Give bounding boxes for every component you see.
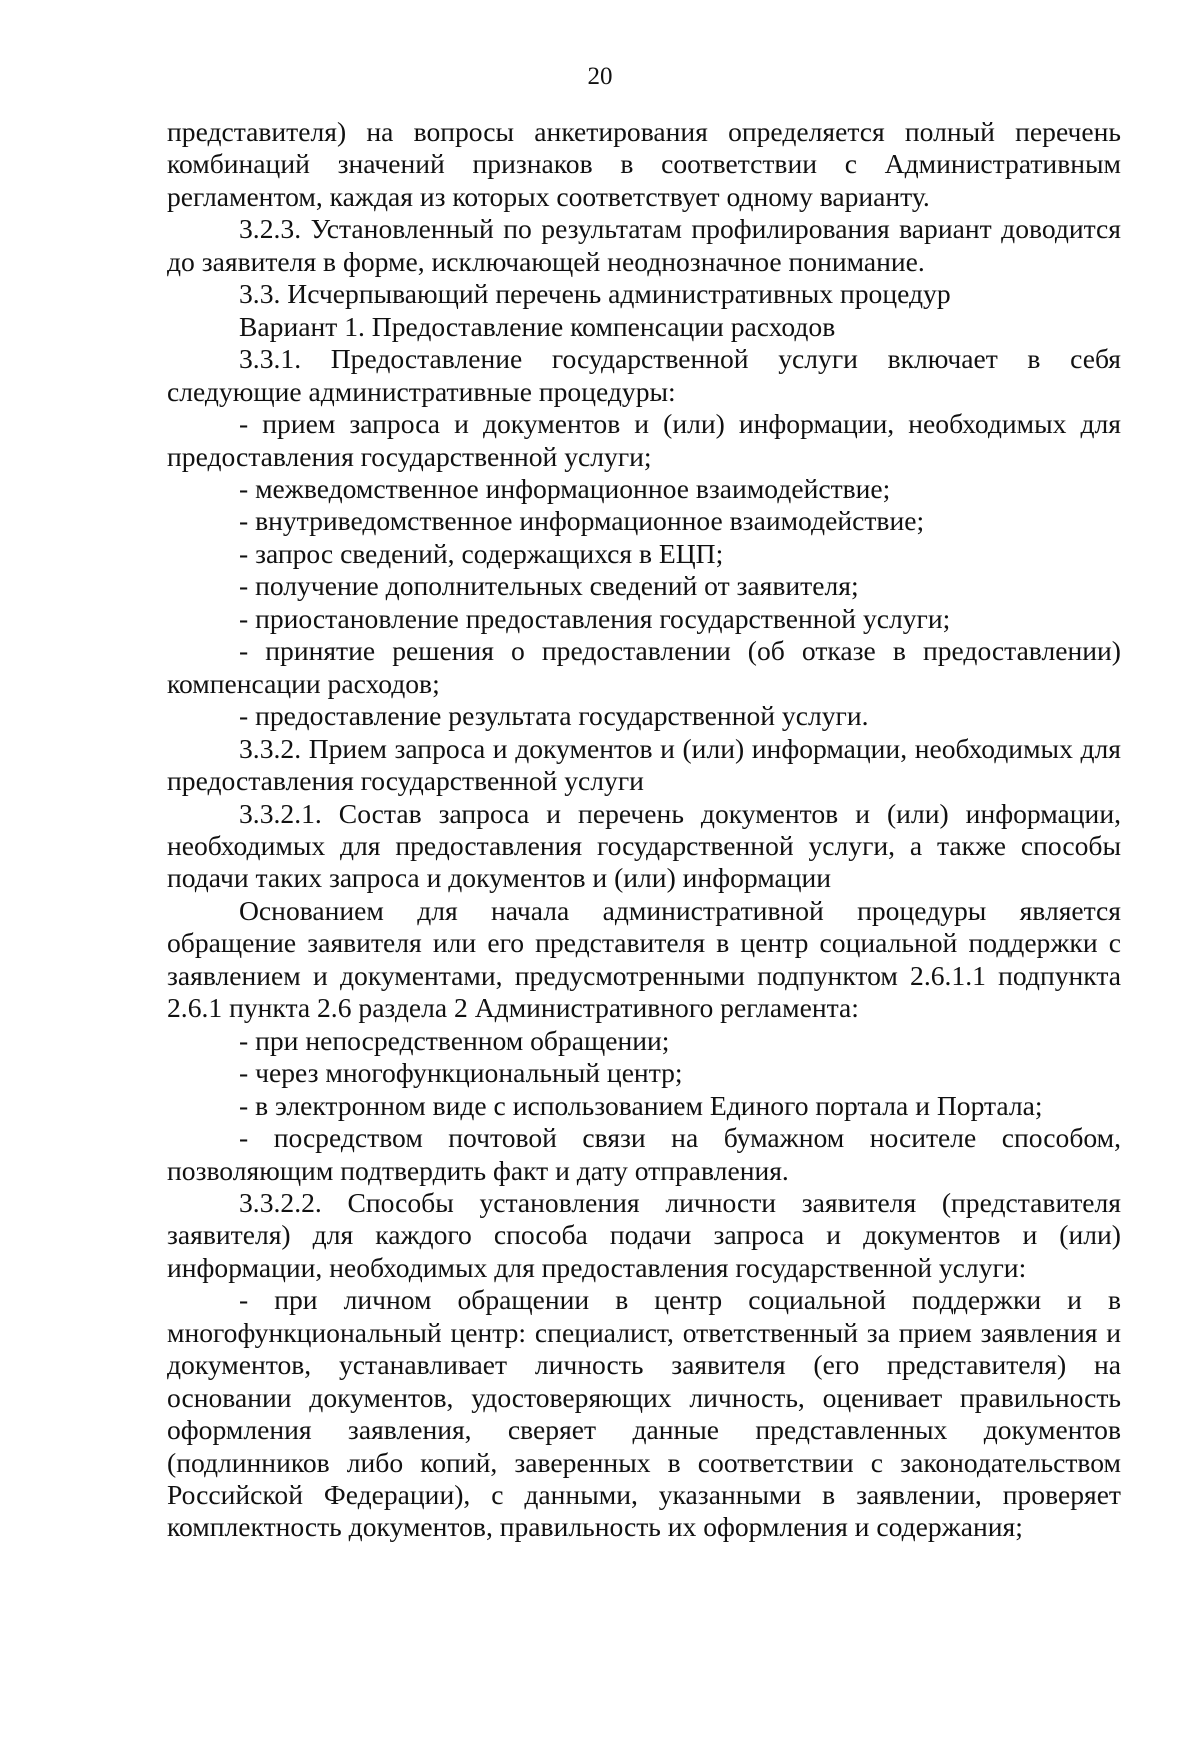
page-number: 20: [587, 63, 613, 90]
paragraph-3-3-1: 3.3.1. Предоставление государственной услуги включает в себя следующие административные процедуры:: [167, 343, 1121, 407]
list-item: - при непосредственном обращении;: [239, 1024, 670, 1056]
list-item: - внутриведомственное информационное взаимодействие;: [239, 505, 925, 537]
list-item: - посредством почтовой связи на бумажном носителе способом, позволяющим подтвердить факт и дату отправления.: [167, 1122, 1121, 1186]
list-item: - принятие решения о предоставлении (об отказе в предоставлении) компенсации расходов;: [167, 635, 1121, 699]
paragraph-3-3-2: 3.3.2. Прием запроса и документов и (или) информации, необходимых для предоставления государственной услуги: [167, 732, 1121, 797]
paragraph-3-3-2-2: 3.3.2.2. Способы установления личности заявителя (представителя заявителя) для каждого способа подачи запроса и документов и (или) информации, необходимых для предоставления государственной услуги:: [167, 1186, 1121, 1283]
list-item: - приостановление предоставления государственной услуги;: [239, 602, 951, 634]
list-item: - через многофункциональный центр;: [239, 1057, 683, 1089]
paragraph-continuation: представителя) на вопросы анкетирования определяется полный перечень комбинаций значений признаков в соответствии с Административным регламентом, каждая из которых соответствует одному варианту.: [167, 116, 1121, 212]
list-item: - предоставление результата государственной услуги.: [239, 700, 869, 732]
section-heading-3-3: 3.3. Исчерпывающий перечень административных процедур: [239, 278, 951, 310]
list-item: - межведомственное информационное взаимодействие;: [239, 472, 891, 504]
list-item: - запрос сведений, содержащихся в ЕЦП;: [239, 537, 724, 569]
list-item: - прием запроса и документов и (или) информации, необходимых для предоставления государственной услуги;: [167, 408, 1121, 472]
list-item: - при личном обращении в центр социальной поддержки и в многофункциональный центр: специалист, ответственный за прием заявления и документов, устанавливает личность заявителя (его представителя) на основании документов, удостоверяющих личность, оценивает правильность оформления заявления, сверяет данные представленных документов (подлинников либо копий, заверенных в соответствии с законодательством Российской Федерации), с данными, указанными в заявлении, проверяет комплектность документов, правильность их оформления и содержания;: [167, 1284, 1121, 1543]
list-item: - в электронном виде с использованием Единого портала и Портала;: [239, 1089, 1043, 1121]
paragraph-3-3-2-1: 3.3.2.1. Состав запроса и перечень документов и (или) информации, необходимых для предоставления государственной услуги, а также способы подачи таких запроса и документов и (или) информации: [167, 797, 1121, 894]
document-body: [167, 116, 1121, 1544]
paragraph-basis: Основанием для начала административной процедуры является обращение заявителя или его представителя в центр социальной поддержки с заявлением и документами, предусмотренными подпунктом 2.6.1.1 подпункта 2.6.1 пункта 2.6 раздела 2 Административного регламента:: [167, 894, 1121, 1024]
variant-heading: Вариант 1. Предоставление компенсации расходов: [239, 310, 836, 342]
list-item: - получение дополнительных сведений от заявителя;: [239, 570, 859, 602]
paragraph-3-2-3: 3.2.3. Установленный по результатам профилирования вариант доводится до заявителя в форме, исключающей неоднозначное понимание.: [167, 213, 1121, 277]
